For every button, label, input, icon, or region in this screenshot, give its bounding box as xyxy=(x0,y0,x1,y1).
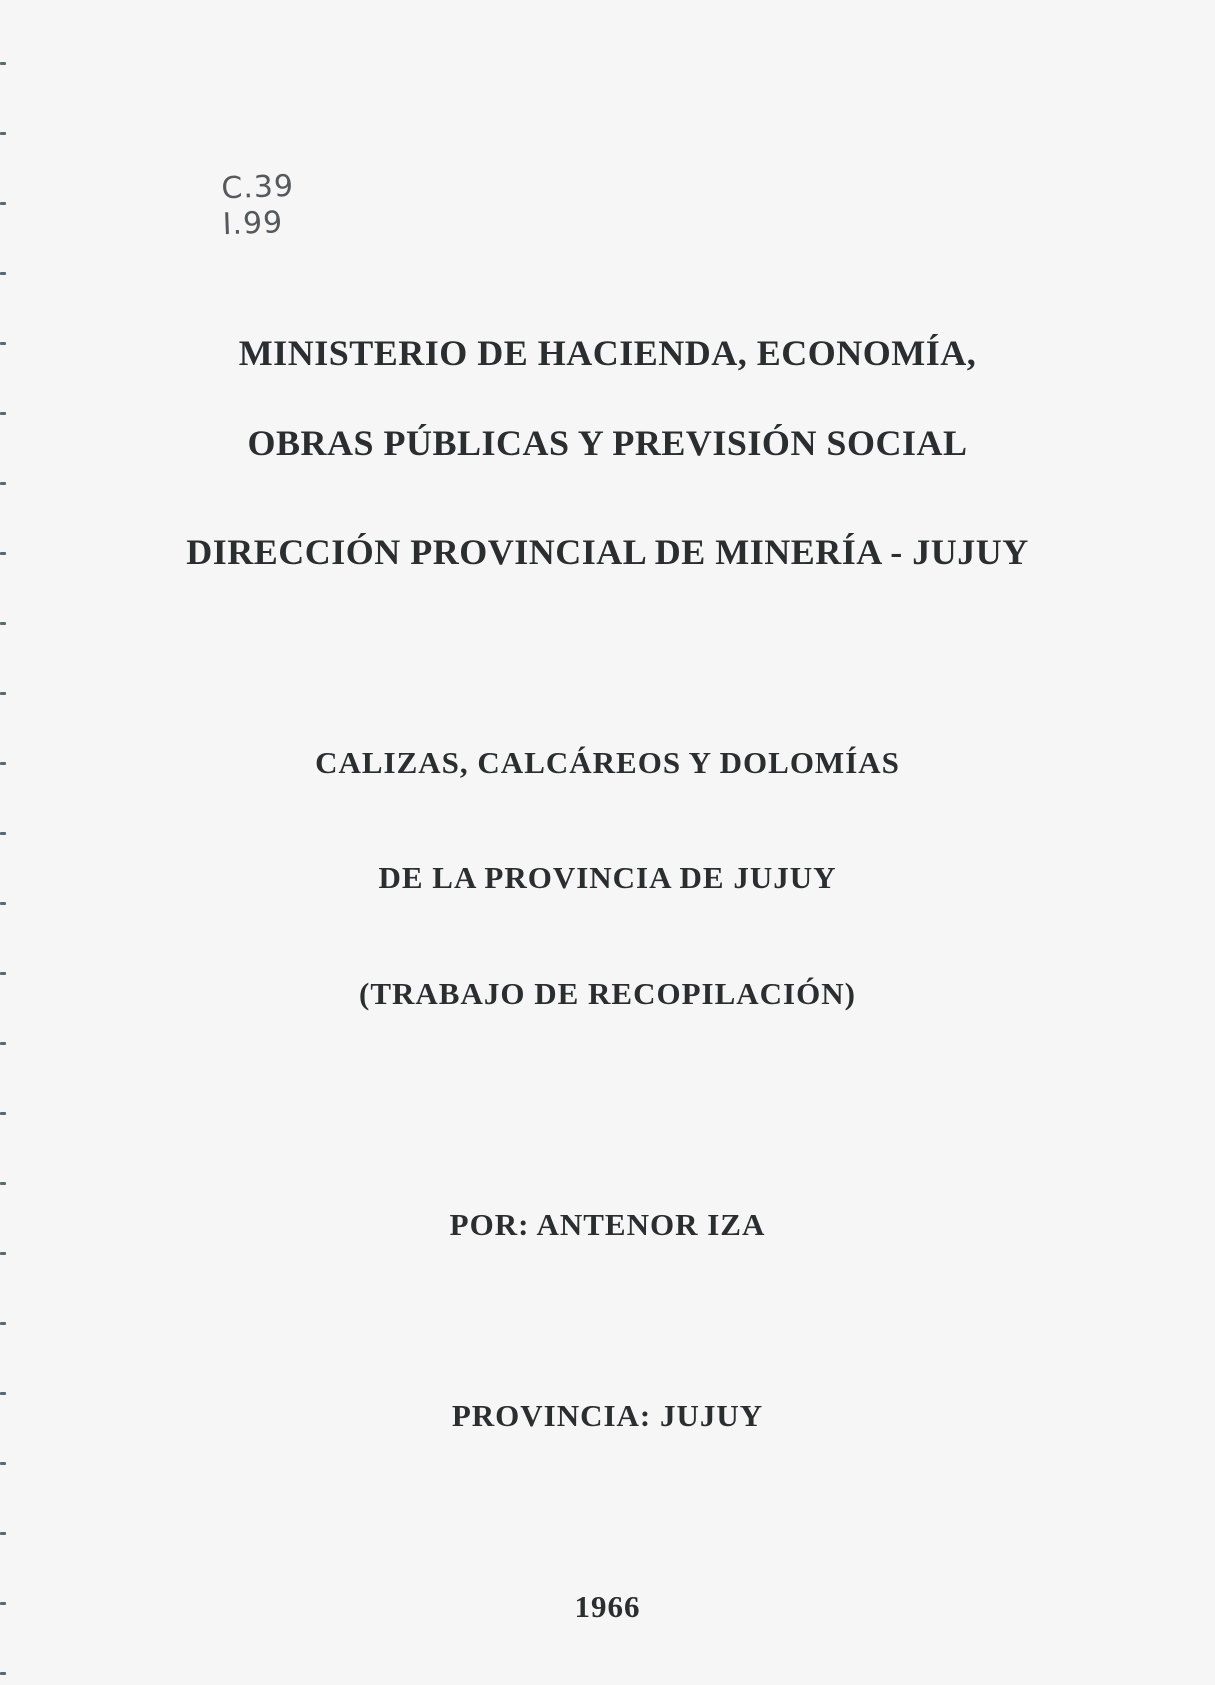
author-line: POR: ANTENOR IZA xyxy=(449,1207,766,1242)
binding-hole-mark xyxy=(0,482,6,485)
handwritten-note-line-1: C.39 xyxy=(220,168,295,207)
binding-hole-mark xyxy=(0,62,6,65)
title-line-2: DE LA PROVINCIA DE JUJUY xyxy=(378,860,837,895)
binding-hole-mark xyxy=(0,1182,6,1185)
binding-hole-mark xyxy=(0,692,6,695)
binding-hole-mark xyxy=(0,272,6,275)
binding-hole-mark xyxy=(0,622,6,625)
binding-hole-mark xyxy=(0,412,6,415)
binding-hole-mark xyxy=(0,832,6,835)
binding-hole-mark xyxy=(0,1672,6,1675)
binding-hole-mark xyxy=(0,1112,6,1115)
handwritten-catalog-note xyxy=(221,169,296,243)
binding-hole-mark xyxy=(0,202,6,205)
ministry-line-1: MINISTERIO DE HACIENDA, ECONOMÍA, xyxy=(238,333,977,373)
binding-hole-mark xyxy=(0,1252,6,1255)
title-line-1: CALIZAS, CALCÁREOS Y DOLOMÍAS xyxy=(315,745,900,780)
province-line: PROVINCIA: JUJUY xyxy=(451,1398,764,1433)
binding-hole-mark xyxy=(0,1462,6,1465)
handwritten-note-line-2: I.99 xyxy=(222,205,284,243)
binding-hole-mark xyxy=(0,902,6,905)
binding-hole-mark xyxy=(0,1532,6,1535)
ministry-line-2: OBRAS PÚBLICAS Y PREVISIÓN SOCIAL xyxy=(247,423,968,463)
binding-hole-mark xyxy=(0,1392,6,1395)
binding-hole-mark xyxy=(0,1322,6,1325)
binding-hole-mark xyxy=(0,132,6,135)
year-line: 1966 xyxy=(574,1589,641,1624)
title-line-3: (TRABAJO DE RECOPILACIÓN) xyxy=(359,976,856,1011)
directorate-line: DIRECCIÓN PROVINCIAL DE MINERÍA - JUJUY xyxy=(186,532,1029,572)
binding-hole-mark xyxy=(0,972,6,975)
binding-hole-mark xyxy=(0,1042,6,1045)
